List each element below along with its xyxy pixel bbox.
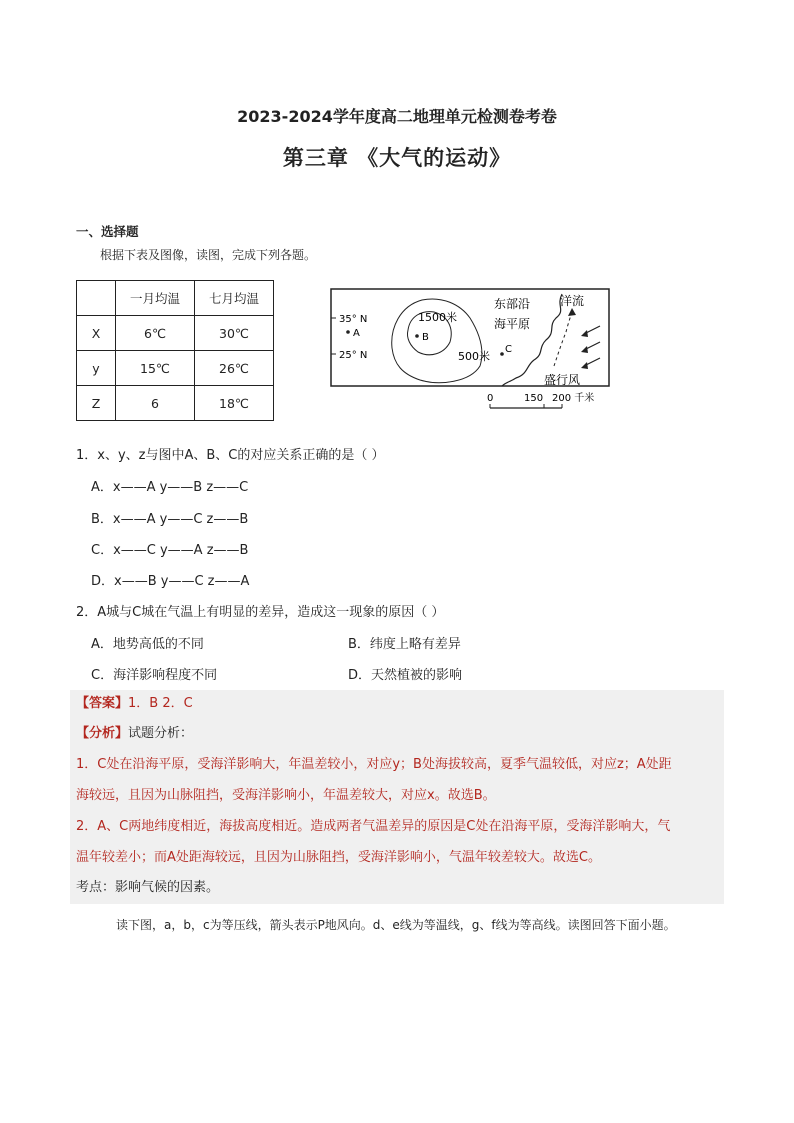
table-header-row (77, 281, 274, 316)
section-intro: 根据下表及图像，读图，完成下列各题。 (100, 248, 317, 262)
q2-option-c: C．海洋影响程度不同 (91, 668, 218, 683)
q1-option-c: C．x——C y——A z——B (91, 543, 249, 558)
point-b-label: B (422, 332, 429, 343)
contour-1500-label: 1500米 (418, 311, 457, 324)
ocean-current-line (554, 312, 572, 366)
table-row (77, 351, 274, 386)
exam-title: 第三章 《大气的运动》 (282, 146, 512, 170)
wind-label: 盛行风 (544, 373, 581, 387)
lat-35-label: 35° N (339, 314, 368, 325)
wind-arrow-head-icon (581, 362, 588, 369)
table-row (77, 316, 274, 351)
analysis-text-1: 1．C处在沿海平原，受海洋影响大，年温差较小，对应y；B处海拔较高，夏季气温较低，对应z；A处距 (76, 757, 672, 772)
plain-label-line2: 海平原 (494, 317, 531, 331)
table-header-cell (77, 281, 116, 316)
question-1-stem: 1．x、y、z与图中A、B、C的对应关系正确的是（ ） (76, 448, 385, 463)
analysis-text-2: 海较远，且因为山脉阻挡，受海洋影响小，年温差较大，对应x。故选B。 (76, 788, 496, 803)
question-2-stem: 2．A城与C城在气温上有明显的差异，造成这一现象的原因（ ） (76, 605, 445, 620)
exam-subtitle: 2023-2024学年度高二地理单元检测卷考卷 (237, 107, 557, 126)
q2-option-b: B．纬度上略有差异 (348, 637, 461, 652)
wind-arrow-head-icon (581, 346, 588, 353)
q2-option-d: D．天然植被的影响 (348, 668, 463, 683)
point-b-dot (415, 334, 419, 338)
current-label: 洋流 (560, 294, 585, 308)
table-header-cell: 一月均温 (116, 281, 195, 316)
wind-arrow-head-icon (581, 330, 588, 337)
analysis-title: 试题分析： (128, 726, 194, 741)
contour-500-label: 500米 (458, 350, 490, 363)
analysis-text-3: 2．A、C两地纬度相近，海拔高度相近。造成两者气温差异的原因是C处在沿海平原，受海洋影响大，气 (76, 819, 671, 834)
answer-line (76, 692, 193, 716)
answer-block (70, 690, 724, 904)
analysis-label: 【分析】 (76, 726, 129, 741)
point-c-label: C (505, 344, 512, 355)
scale-200-label: 200 千米 (552, 393, 595, 404)
analysis-text-4: 温年较差小；而A处距海较远，且因为山脉阻挡，受海洋影响小，气温年较差较大。故选C。 (76, 850, 601, 865)
table-cell: 26℃ (195, 351, 274, 386)
table-cell: 6℃ (116, 316, 195, 351)
next-question-intro: 读下图，a，b，c为等压线，箭头表示P地风向。d、e线为等温线，g、f线为等高线。读图回答下面小题。 (116, 918, 676, 932)
q1-option-d: D．x——B y——C z——A (91, 574, 250, 589)
analysis-line (76, 722, 193, 746)
table-cell: Z (77, 386, 116, 421)
point-a-label: A (353, 328, 360, 339)
answer-label: 【答案】 (76, 696, 129, 711)
q1-option-a: A．x——A y——B z——C (91, 480, 249, 495)
q2-option-a: A．地势高低的不同 (91, 637, 204, 652)
contour-map (330, 288, 620, 414)
table-cell: 15℃ (116, 351, 195, 386)
q1-option-b: B．x——A y——C z——B (91, 512, 249, 527)
table-cell: 18℃ (195, 386, 274, 421)
table-row (77, 386, 274, 421)
answer-value: 1．B 2．C (128, 696, 193, 711)
table-header-cell: 七月均温 (195, 281, 274, 316)
scale-150-label: 150 (524, 393, 544, 404)
table-cell: X (77, 316, 116, 351)
point-a-dot (346, 330, 350, 334)
table-cell: y (77, 351, 116, 386)
scale-0-label: 0 (487, 393, 494, 404)
current-arrow-icon (568, 308, 576, 316)
table-cell: 30℃ (195, 316, 274, 351)
lat-25-label: 25° N (339, 350, 368, 361)
table-cell: 6 (116, 386, 195, 421)
kaodian-text: 考点：影响气候的因素。 (76, 880, 220, 895)
section-title: 一、选择题 (76, 224, 139, 239)
plain-label-line1: 东部沿 (494, 297, 531, 311)
temperature-table (76, 280, 274, 421)
point-c-dot (500, 352, 504, 356)
